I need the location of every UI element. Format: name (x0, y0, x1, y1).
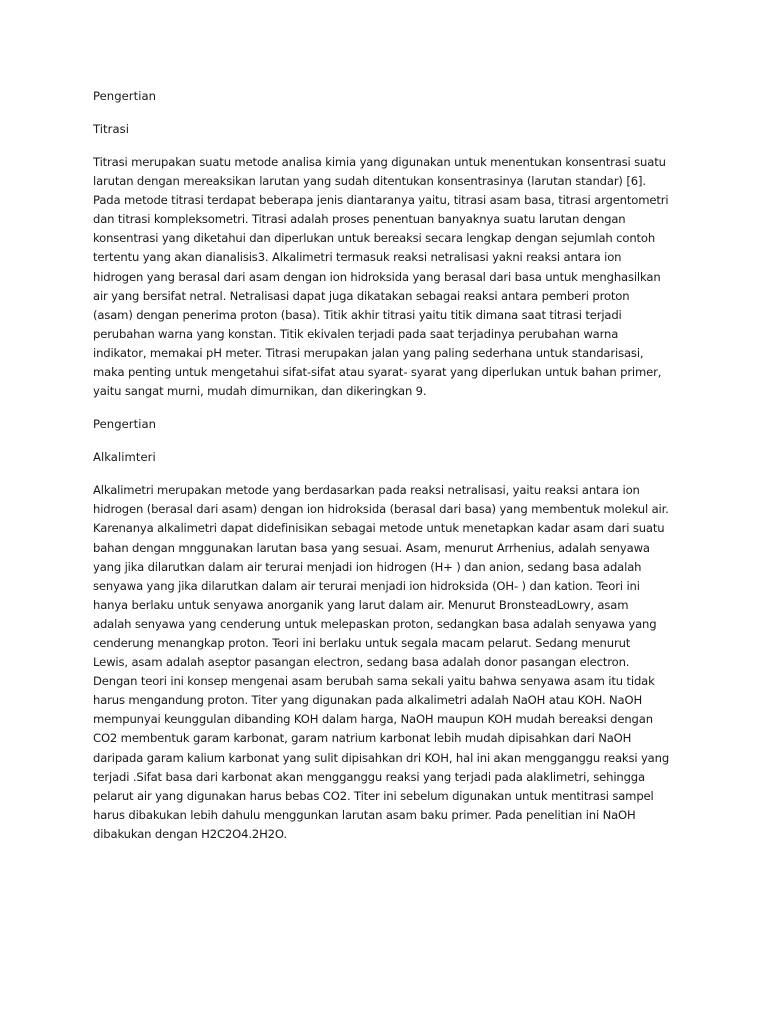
paragraph-titrasi (93, 153, 678, 401)
text-line: yaitu sangat murni, mudah dimurnikan, dan dikeringkan 9. (93, 384, 427, 399)
text-line: konsentrasi yang diketahui dan diperlukan untuk bereaksi secara lengkap dengan sejumlah contoh (93, 231, 656, 246)
section-heading-pengertian: Pengertian (93, 417, 157, 432)
section-titrasi (93, 87, 678, 401)
text-line: bahan dengan mnggunakan larutan basa yang sesuai. Asam, menurut Arrhenius, adalah senyawa (93, 540, 650, 555)
text-line: cenderung menangkap proton. Teori ini berlaku untuk segala macam pelarut. Sedang menurut (93, 635, 631, 650)
text-line: daripada garam kalium karbonat yang sulit dipisahkan dri KOH, hal ini akan mengganggu reaksi yang (93, 750, 670, 765)
text-line: senyawa yang jika dilarutkan dalam air terurai menjadi ion hidroksida (OH- ) dan kation. Teori ini (93, 578, 640, 593)
section-heading-titrasi: Titrasi (93, 122, 129, 136)
text-line: indikator, memakai pH meter. Titrasi merupakan jalan yang paling sederhana untuk standarisasi, (93, 345, 644, 360)
text-line: yang jika dilarutkan dalam air terurai menjadi ion hidrogen (H+ ) dan anion, sedang basa adalah (93, 559, 642, 574)
text-line: pelarut air yang digunakan harus bebas CO2. Titer ini sebelum digunakan untuk mentitrasi sampel (93, 788, 654, 803)
text-line: Lewis, asam adalah aseptor pasangan electron, sedang basa adalah donor pasangan electron. (93, 655, 630, 670)
text-line: harus mengandung proton. Titer yang digunakan pada alkalimetri adalah NaOH atau KOH. NaOH (93, 693, 643, 708)
text-line: maka penting untuk mengetahui sifat-sifat atau syarat- syarat yang diperlukan untuk bahan primer, (93, 365, 662, 380)
text-line: Titrasi merupakan suatu metode analisa kimia yang digunakan untuk menentukan konsentrasi suatu (93, 155, 666, 169)
paragraph-alkalimetri (93, 481, 678, 844)
text-line: hanya berlaku untuk senyawa anorganik yang larut dalam air. Menurut BronsteadLowry, asam (93, 597, 629, 612)
text-line: tertentu yang akan dianalisis3. Alkalimetri termasuk reaksi netralisasi yakni reaksi antara ion (93, 250, 622, 265)
text-line: Alkalimetri merupakan metode yang berdasarkan pada reaksi netralisasi, yaitu reaksi antara ion (93, 483, 640, 498)
text-line: hidrogen yang berasal dari asam dengan ion hidroksida yang berasal dari basa untuk menghasilkan (93, 269, 661, 284)
text-line: Karenanya alkalimetri dapat didefinisikan sebagai metode untuk menetapkan kadar asam dari suatu (93, 521, 665, 536)
text-line: dibakukan dengan H2C2O4.2H2O. (93, 826, 287, 841)
text-line: perubahan warna yang konstan. Titik ekivalen terjadi pada saat terjadinya perubahan warna (93, 326, 619, 341)
section-heading-alkalimteri: Alkalimteri (93, 450, 156, 465)
section-alkalimetri (93, 415, 678, 844)
text-line: (asam) dengan penerima proton (basa). Titik akhir titrasi yaitu titik dimana saat titrasi terjadi (93, 307, 622, 322)
text-line: adalah senyawa yang cenderung untuk melepaskan proton, sedangkan basa adalah senyawa yang (93, 616, 657, 631)
text-line: Pada metode titrasi terdapat beberapa jenis diantaranya yaitu, titrasi asam basa, titrasi argentometri (93, 193, 669, 208)
text-line: hidrogen (berasal dari asam) dengan ion hidroksida (berasal dari basa) yang membentuk molekul air. (93, 502, 669, 517)
text-line: air yang bersifat netral. Netralisasi dapat juga dikatakan sebagai reaksi antara pemberi proton (93, 288, 630, 303)
text-line: CO2 membentuk garam karbonat, garam natrium karbonat lebih mudah dipisahkan dari NaOH (93, 731, 632, 746)
text-line: harus dibakukan lebih dahulu menggunkan larutan asam baku primer. Pada penelitian ini NaOH (93, 807, 636, 822)
text-line: larutan dengan mereaksikan larutan yang sudah ditentukan konsentrasinya (larutan standar) [6]. (93, 174, 646, 189)
text-line: Dengan teori ini konsep mengenai asam berubah sama sekali yaitu bahwa senyawa asam itu tidak (93, 674, 655, 689)
text-line: terjadi .Sifat basa dari karbonat akan mengganggu reaksi yang terjadi pada alaklimetri, sehingga (93, 769, 645, 784)
text-line: dan titrasi kompleksometri. Titrasi adalah proses penentuan banyaknya suatu larutan dengan (93, 212, 626, 227)
text-line: mempunyai keunggulan dibanding KOH dalam harga, NaOH maupun KOH mudah bereaksi dengan (93, 712, 653, 727)
section-heading-pengertian: Pengertian (93, 89, 157, 103)
